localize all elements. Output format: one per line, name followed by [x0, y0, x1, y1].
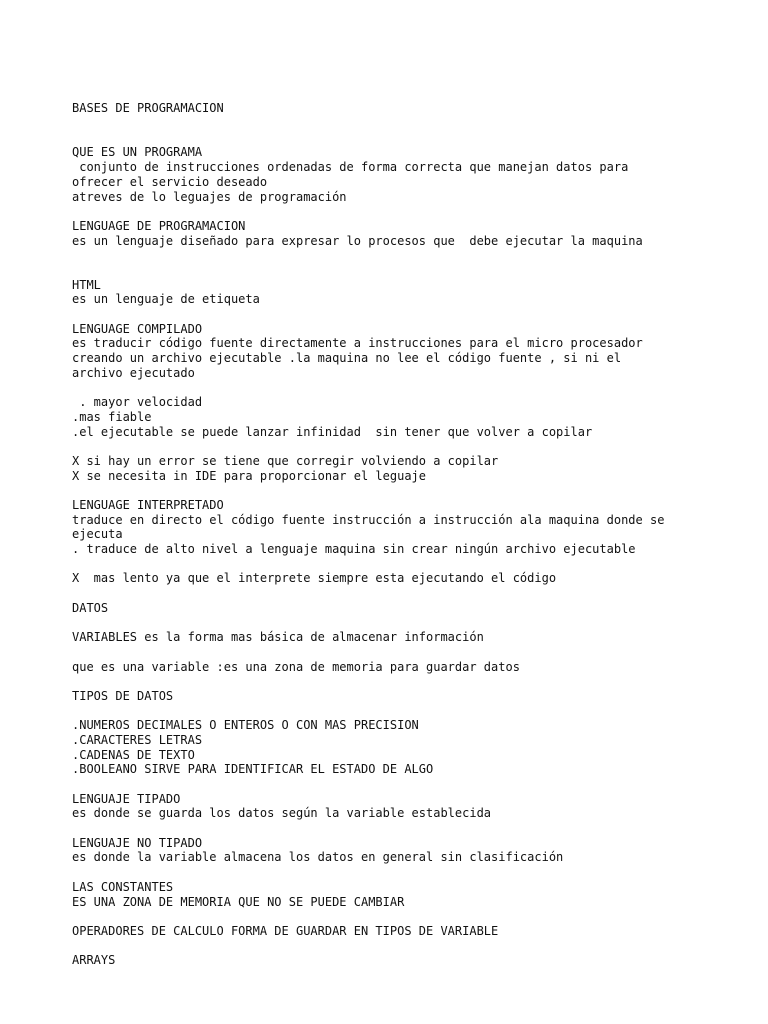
- blank-line: [72, 645, 712, 660]
- text-line: LENGUAJE TIPADO: [72, 791, 181, 806]
- text-line: es un lenguaje diseñado para expresar lo procesos que debe ejecutar la maquina: [72, 233, 643, 248]
- text-line: . mayor velocidad: [72, 395, 203, 410]
- blank-line: [72, 483, 712, 498]
- blank-line: [72, 307, 712, 322]
- text-line: es donde la variable almacena los datos en general sin clasificación: [72, 850, 564, 865]
- blank-line: [72, 586, 712, 601]
- text-line: .CARACTERES LETRAS: [72, 732, 203, 747]
- text-line: LENGUAGE DE PROGRAMACION: [72, 218, 246, 233]
- text-line: .CADENAS DE TEXTO: [72, 747, 195, 762]
- text-line: .NUMEROS DECIMALES O ENTEROS O CON MAS PRECISION: [72, 718, 419, 733]
- text-line: TIPOS DE DATOS: [72, 688, 174, 703]
- blank-line: [72, 865, 712, 880]
- text-line: X si hay un error se tiene que corregir volviendo a copilar: [72, 453, 499, 468]
- text-line: .BOOLEANO SIRVE PARA IDENTIFICAR EL ESTADO DE ALGO: [72, 762, 434, 777]
- text-line: LENGUAGE INTERPRETADO: [72, 497, 224, 512]
- text-line: QUE ES UN PROGRAMA: [72, 145, 203, 160]
- blank-line: [72, 380, 712, 395]
- text-line: DATOS: [72, 600, 109, 615]
- blank-line: [72, 248, 712, 263]
- text-line: OPERADORES DE CALCULO FORMA DE GUARDAR EN TIPOS DE VARIABLE: [72, 923, 499, 938]
- text-line: VARIABLES es la forma mas básica de almacenar información: [72, 630, 484, 645]
- text-line: conjunto de instrucciones ordenadas de forma correcta que manejan datos para: [72, 160, 629, 175]
- text-line: traduce en directo el código fuente instrucción a instrucción ala maquina donde se: [72, 512, 665, 527]
- text-line: .mas fiable: [72, 409, 152, 424]
- text-line: LENGUAJE NO TIPADO: [72, 835, 203, 850]
- text-line: que es una variable :es una zona de memoria para guardar datos: [72, 659, 520, 674]
- blank-line: [72, 939, 712, 954]
- text-line: es un lenguaje de etiqueta: [72, 292, 260, 307]
- text-line: X mas lento ya que el interprete siempre esta ejecutando el código: [72, 571, 557, 586]
- blank-line: [72, 909, 712, 924]
- blank-line: [72, 615, 712, 630]
- blank-line: [72, 263, 712, 278]
- text-line: ES UNA ZONA DE MEMORIA QUE NO SE PUEDE CAMBIAR: [72, 894, 405, 909]
- blank-line: [72, 674, 712, 689]
- text-line: LENGUAGE COMPILADO: [72, 321, 203, 336]
- blank-line: [72, 777, 712, 792]
- blank-line: [72, 439, 712, 454]
- text-line: . traduce de alto nivel a lenguaje maquina sin crear ningún archivo ejecutable: [72, 542, 636, 557]
- text-line: BASES DE PROGRAMACION: [72, 101, 224, 116]
- blank-line: [72, 704, 712, 719]
- blank-line: [72, 116, 712, 131]
- text-line: creando un archivo ejecutable .la maquina no lee el código fuente , si ni el: [72, 351, 622, 366]
- text-line: .el ejecutable se puede lanzar infinidad sin tener que volver a copilar: [72, 424, 593, 439]
- document-page: [72, 72, 712, 983]
- blank-line: [72, 204, 712, 219]
- blank-line: [72, 131, 712, 146]
- text-line: es donde se guarda los datos según la variable establecida: [72, 806, 492, 821]
- text-line: ARRAYS: [72, 953, 116, 968]
- text-line: es traducir código fuente directamente a instrucciones para el micro procesador: [72, 336, 643, 351]
- text-line: atreves de lo leguajes de programación: [72, 189, 347, 204]
- text-line: archivo ejecutado: [72, 365, 195, 380]
- text-line: X se necesita in IDE para proporcionar el leguaje: [72, 468, 427, 483]
- text-line: ofrecer el servicio deseado: [72, 174, 268, 189]
- text-line: ejecuta: [72, 527, 123, 542]
- blank-line: [72, 557, 712, 572]
- blank-line: [72, 821, 712, 836]
- document-body: [72, 101, 712, 968]
- text-line: HTML: [72, 277, 101, 292]
- text-line: LAS CONSTANTES: [72, 879, 174, 894]
